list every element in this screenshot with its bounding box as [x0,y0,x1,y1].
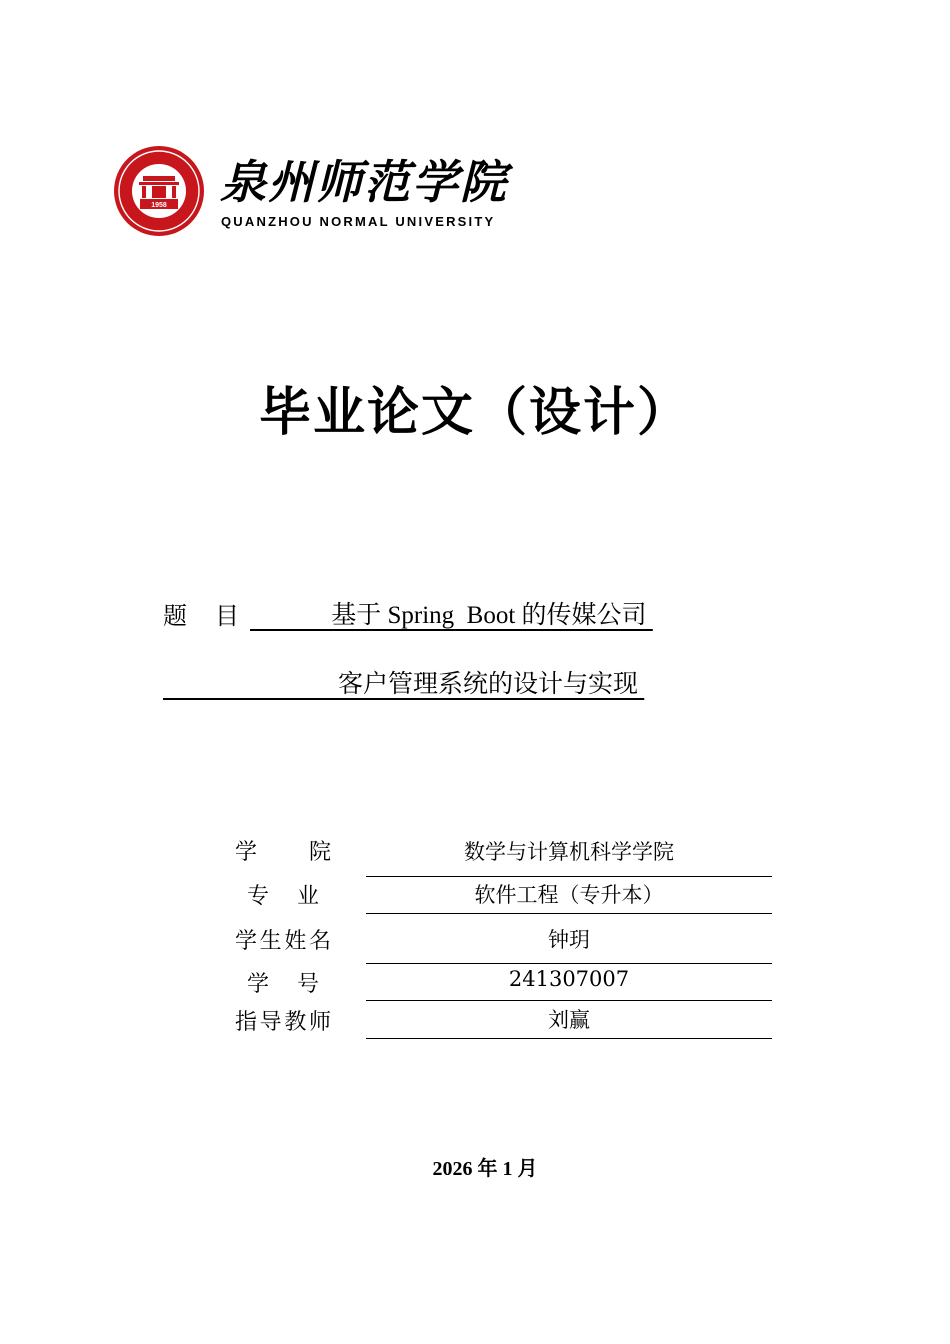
advisor-value: 刘赢 [548,1008,590,1032]
seal-year: 1958 [151,202,167,209]
student-id-value: 241307007 [508,967,630,991]
college-value: 数学与计算机科学学院 [464,840,674,864]
advisor-rule [366,1038,772,1039]
university-seal-icon [112,144,206,238]
topic-label: 题 目 [163,602,241,630]
student-name-label: 学生姓名 [235,929,331,954]
submission-date: 2026 年 1 月 [432,1158,538,1180]
topic-line-1: 基于 Spring Boot 的传媒公司 [250,602,653,629]
student-id-label: 学 号 [247,972,319,997]
university-name-english: QUANZHOU NORMAL UNIVERSITY [221,214,496,229]
topic-line-2: 客户管理系统的设计与实现 [163,671,645,698]
advisor-label: 指导教师 [235,1010,331,1035]
college-rule [366,876,772,877]
student-name-value: 钟玥 [548,928,590,952]
major-value: 软件工程（专升本） [474,883,664,907]
student-name-rule [366,963,772,964]
university-name-chinese: 泉州师范学院 [220,155,508,209]
university-logo [112,140,532,240]
thesis-title: 毕业论文（设计） [258,383,691,443]
major-label: 专 业 [247,884,319,909]
college-label: 学 院 [235,840,331,865]
major-rule [366,913,772,914]
student-id-rule [366,1000,772,1001]
